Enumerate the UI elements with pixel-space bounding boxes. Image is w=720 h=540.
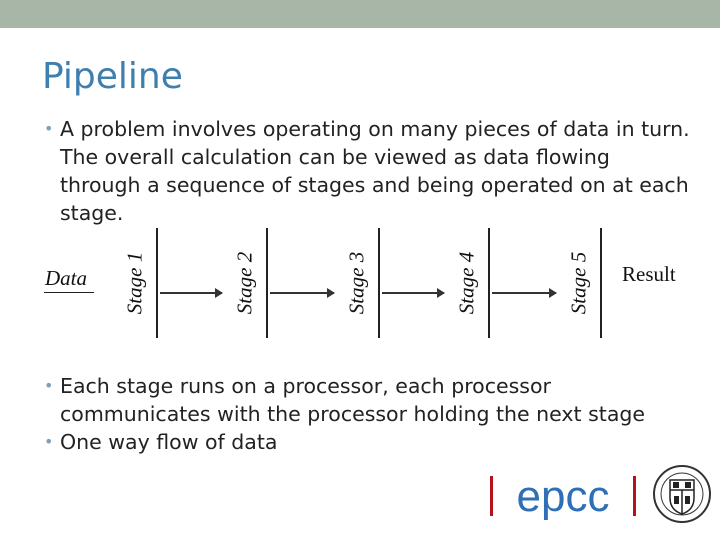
- stage-3-divider: [378, 228, 380, 338]
- bullet-dot-icon: •: [44, 432, 54, 451]
- stage-4-divider: [488, 228, 490, 338]
- pipeline-output-label: Result: [622, 262, 676, 286]
- epcc-logo: [490, 470, 636, 522]
- slide-title: Pipeline: [42, 56, 183, 97]
- note-bullet: [44, 372, 694, 428]
- note-bullet-text: One way flow of data: [60, 430, 278, 454]
- intro-bullet: [44, 115, 694, 227]
- notes-bullets: [44, 372, 694, 456]
- epcc-logo-text: epcc: [516, 472, 610, 521]
- arrow-stage-2-to-3: [270, 292, 334, 294]
- arrow-stage-1-to-2: [160, 292, 222, 294]
- stage-1-divider: [156, 228, 158, 338]
- stage-1-label: Stage 1: [122, 251, 147, 315]
- bullet-dot-icon: •: [44, 376, 54, 395]
- stage-2-label: Stage 2: [232, 251, 257, 315]
- pipeline-input-label: Data: [45, 266, 87, 290]
- stage-3: [334, 228, 380, 338]
- epcc-logo-right-bar: [633, 476, 636, 516]
- intro-bullets: [44, 115, 694, 227]
- stage-2: [222, 228, 268, 338]
- note-bullet: [44, 428, 694, 456]
- stage-1: [112, 228, 158, 338]
- stage-3-label: Stage 3: [344, 251, 369, 315]
- pipeline-diagram: [0, 228, 720, 340]
- stage-4: [444, 228, 490, 338]
- arrow-stage-3-to-4: [382, 292, 444, 294]
- stage-5-label: Stage 5: [566, 251, 591, 315]
- arrow-stage-4-to-5: [492, 292, 556, 294]
- data-underline: [44, 292, 94, 293]
- intro-bullet-text: A problem involves operating on many pieces of data in turn. The overall calculation can be viewed as data flowing through a sequence of stages and being operated on at each stage.: [60, 117, 690, 225]
- university-crest-icon: [652, 460, 712, 528]
- bullet-dot-icon: •: [44, 119, 54, 138]
- stage-4-label: Stage 4: [454, 251, 479, 315]
- stage-2-divider: [266, 228, 268, 338]
- note-bullet-text: Each stage runs on a processor, each processor communicates with the processor holding the next stage: [60, 374, 646, 426]
- stage-5-divider: [600, 228, 602, 338]
- stage-5: [556, 228, 602, 338]
- epcc-logo-left-bar: [490, 476, 493, 516]
- top-decoration-bar: [0, 0, 720, 28]
